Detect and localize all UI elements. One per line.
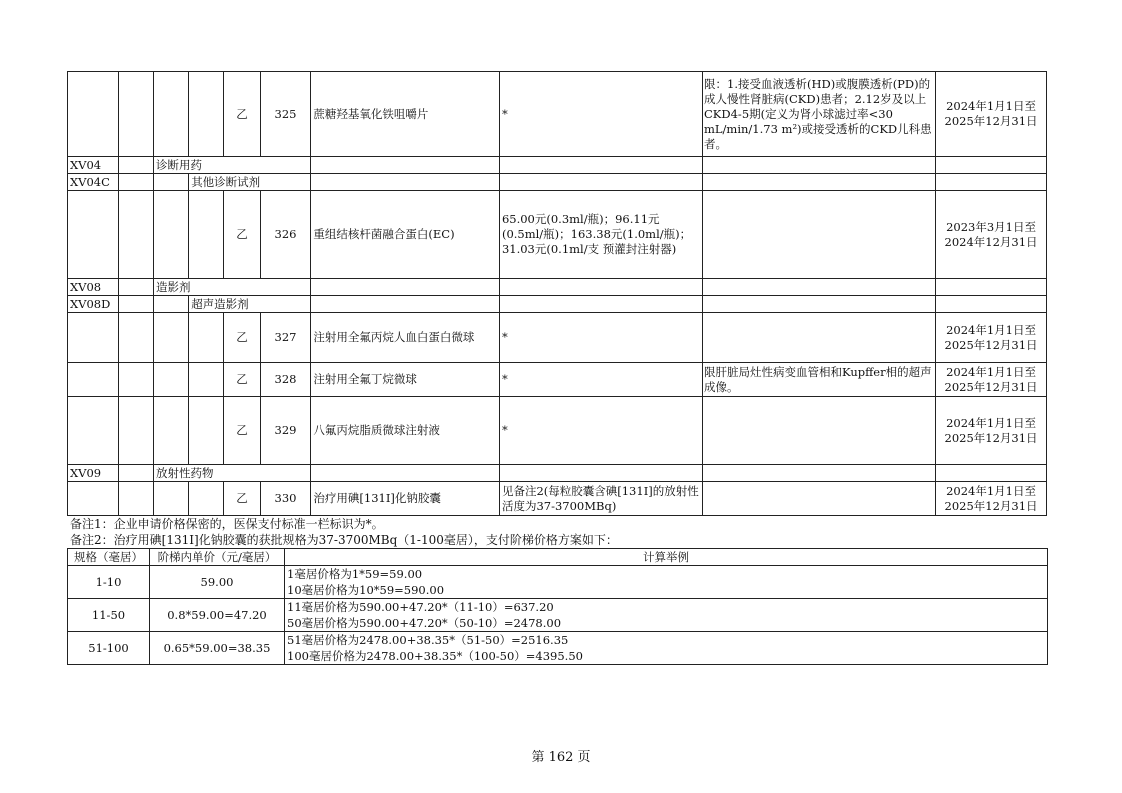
tier-example-cell [285,599,1048,632]
agreement-period-cell: 2024年1月1日至2025年12月31日 [936,482,1047,516]
empty-cell [189,363,224,397]
payment-standard-cell: 见备注2(每粒胶囊含碘[131I]的放射性活度为37-3700MBq) [499,482,702,516]
category-row [68,296,1047,313]
drug-row [68,191,1047,279]
drug-name-cell: 八氟丙烷脂质微球注射液 [311,397,500,465]
drug-catalog-table [67,71,1047,516]
empty-cell [703,296,936,313]
empty-cell [118,296,153,313]
serial-number-cell: 327 [260,313,311,363]
empty-cell [311,174,500,191]
grade-cell: 乙 [224,191,260,279]
payment-standard-cell: * [499,72,702,157]
empty-cell [936,157,1047,174]
empty-cell [499,296,702,313]
tier-row [68,566,1048,599]
empty-cell [703,279,936,296]
tier-example-cell [285,566,1048,599]
empty-cell [68,72,119,157]
empty-cell [118,465,153,482]
empty-cell [153,296,188,313]
empty-cell [153,397,188,465]
empty-cell [153,72,188,157]
category-row [68,157,1047,174]
category-row [68,174,1047,191]
tier-header-cell: 阶梯内单价（元/毫居） [150,549,285,566]
drug-name-cell: 注射用全氟丙烷人血白蛋白微球 [311,313,500,363]
empty-cell [118,157,153,174]
empty-cell [499,465,702,482]
empty-cell [936,465,1047,482]
category-code-cell: XV08 [68,279,119,296]
serial-number-cell: 329 [260,397,311,465]
empty-cell [118,279,153,296]
restriction-cell: 限肝脏局灶性病变血管相和Kupffer相的超声成像。 [703,363,936,397]
empty-cell [118,191,153,279]
category-label-cell: 诊断用药 [153,157,310,174]
empty-cell [153,191,188,279]
agreement-period-cell: 2024年1月1日至2025年12月31日 [936,72,1047,157]
tier-example-line: 51毫居价格为2478.00+38.35*（51-50）=2516.35 [287,633,569,647]
tier-spec-cell: 11-50 [68,599,150,632]
empty-cell [936,279,1047,296]
empty-cell [311,279,500,296]
empty-cell [189,313,224,363]
empty-cell [703,465,936,482]
empty-cell [499,279,702,296]
category-code-cell: XV08D [68,296,119,313]
tier-header-row [68,549,1048,566]
empty-cell [68,397,119,465]
category-row [68,279,1047,296]
tier-example-line: 10毫居价格为10*59=590.00 [287,583,445,597]
tier-example-line: 1毫居价格为1*59=59.00 [287,567,423,581]
empty-cell [499,174,702,191]
drug-name-cell: 注射用全氟丁烷微球 [311,363,500,397]
category-label-cell: 造影剂 [153,279,310,296]
empty-cell [68,363,119,397]
tier-spec-cell: 1-10 [68,566,150,599]
tier-header-cell: 计算举例 [285,549,1048,566]
empty-cell [153,174,188,191]
empty-cell [118,174,153,191]
empty-cell [311,157,500,174]
empty-cell [68,313,119,363]
category-label-cell: 放射性药物 [153,465,310,482]
subcategory-label-cell: 超声造影剂 [189,296,311,313]
grade-cell: 乙 [224,313,260,363]
empty-cell [703,157,936,174]
drug-name-cell: 重组结核杆菌融合蛋白(EC) [311,191,500,279]
payment-standard-cell: * [499,313,702,363]
restriction-cell: 限：1.接受血液透析(HD)或腹膜透析(PD)的成人慢性肾脏病(CKD)患者；2.12岁及以上CKD4-5期(定义为肾小球滤过率<30 mL/min/1.73 m²)或接受透析的CKD儿科患者。 [703,72,936,157]
subcategory-label-cell: 其他诊断试剂 [189,174,311,191]
agreement-period-cell: 2024年1月1日至2025年12月31日 [936,313,1047,363]
agreement-period-cell: 2024年1月1日至2025年12月31日 [936,397,1047,465]
empty-cell [189,191,224,279]
drug-row [68,482,1047,516]
serial-number-cell: 328 [260,363,311,397]
drug-name-cell: 治疗用碘[131I]化钠胶囊 [311,482,500,516]
empty-cell [118,72,153,157]
drug-row [68,363,1047,397]
drug-catalog-body [68,72,1047,516]
restriction-cell [703,313,936,363]
empty-cell [936,296,1047,313]
empty-cell [189,482,224,516]
tier-row [68,599,1048,632]
empty-cell [118,363,153,397]
empty-cell [703,174,936,191]
category-row [68,465,1047,482]
category-code-cell: XV09 [68,465,119,482]
empty-cell [189,72,224,157]
empty-cell [68,191,119,279]
grade-cell: 乙 [224,72,260,157]
tier-spec-cell: 51-100 [68,632,150,665]
tier-example-line: 100毫居价格为2478.00+38.35*（100-50）=4395.50 [287,649,583,663]
serial-number-cell: 325 [260,72,311,157]
empty-cell [189,397,224,465]
drug-row [68,72,1047,157]
category-code-cell: XV04C [68,174,119,191]
restriction-cell [703,191,936,279]
grade-cell: 乙 [224,397,260,465]
empty-cell [311,296,500,313]
serial-number-cell: 330 [260,482,311,516]
empty-cell [153,313,188,363]
restriction-cell [703,397,936,465]
empty-cell [311,465,500,482]
drug-row [68,313,1047,363]
grade-cell: 乙 [224,482,260,516]
tier-row [68,632,1048,665]
empty-cell [118,397,153,465]
note-1: 备注1：企业申请价格保密的，医保支付标准一栏标识为*。 [70,517,384,531]
tier-price-body [68,549,1048,665]
empty-cell [153,482,188,516]
tier-example-line: 50毫居价格为590.00+47.20*（50-10）=2478.00 [287,616,562,630]
tier-price-table [67,548,1048,665]
grade-cell: 乙 [224,363,260,397]
empty-cell [68,482,119,516]
tier-example-cell [285,632,1048,665]
tier-example-line: 11毫居价格为590.00+47.20*（11-10）=637.20 [287,600,554,614]
agreement-period-cell: 2024年1月1日至2025年12月31日 [936,363,1047,397]
tier-header-cell: 规格（毫居） [68,549,150,566]
tier-unit-price-cell: 59.00 [150,566,285,599]
note-2: 备注2：治疗用碘[131I]化钠胶囊的获批规格为37-3700MBq（1-100毫居），支付阶梯价格方案如下： [70,533,618,547]
tier-unit-price-cell: 0.8*59.00=47.20 [150,599,285,632]
empty-cell [118,313,153,363]
empty-cell [499,157,702,174]
restriction-cell [703,482,936,516]
drug-row [68,397,1047,465]
serial-number-cell: 326 [260,191,311,279]
agreement-period-cell: 2023年3月1日至2024年12月31日 [936,191,1047,279]
payment-standard-cell: 65.00元(0.3ml/瓶)；96.11元(0.5ml/瓶)；163.38元(1.0ml/瓶)；31.03元(0.1ml/支 预灌封注射器) [499,191,702,279]
payment-standard-cell: * [499,363,702,397]
category-code-cell: XV04 [68,157,119,174]
page-number: 第 162 页 [531,750,591,765]
tier-unit-price-cell: 0.65*59.00=38.35 [150,632,285,665]
empty-cell [936,174,1047,191]
drug-name-cell: 蔗糖羟基氧化铁咀嚼片 [311,72,500,157]
empty-cell [153,363,188,397]
empty-cell [118,482,153,516]
payment-standard-cell: * [499,397,702,465]
